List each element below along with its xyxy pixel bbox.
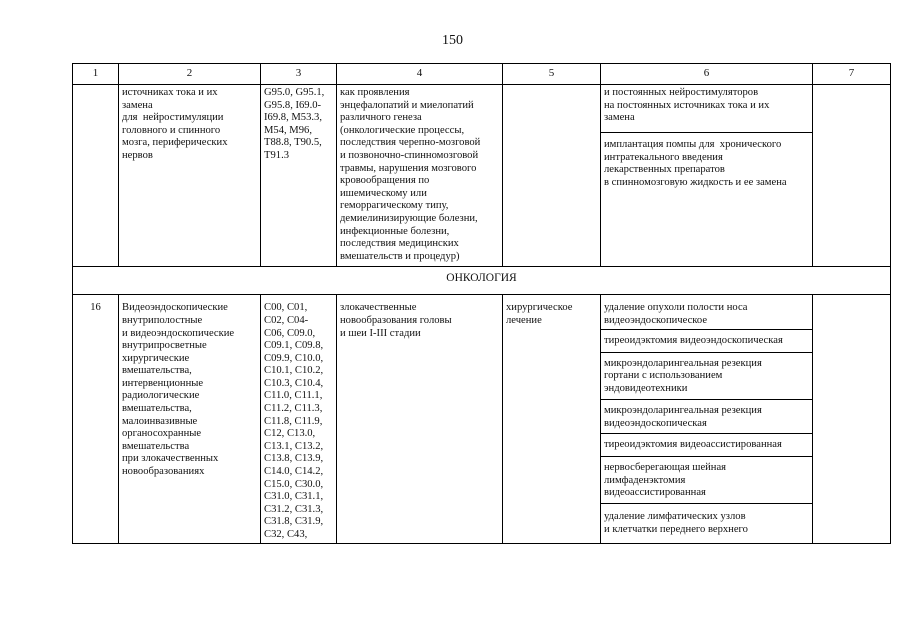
text-line: нервосберегающая шейная <box>604 462 727 474</box>
text-line: последствия черепно-мозговой <box>340 137 481 149</box>
text-line: C10.3, C10.4, <box>264 377 324 389</box>
treatment-type-cell <box>503 295 601 543</box>
text-line: имплантация помпы для хронического <box>604 139 782 150</box>
icd-codes-cell <box>261 295 337 543</box>
text-line: энцефалопатий и миелопатий <box>340 99 474 111</box>
header-cell: 6 <box>601 64 813 85</box>
text-line: замена <box>122 99 153 111</box>
text-line: внутриполостные <box>122 314 203 326</box>
text-line: C13.1, C13.2, <box>264 440 324 452</box>
text-line: C09.1, C09.8, <box>264 340 324 352</box>
text-line: микроэндоларингеальная резекция <box>604 404 762 416</box>
text-line: новообразования головы <box>340 314 452 326</box>
text-line: внутрипросветные <box>122 340 207 352</box>
text-line: интратекального введения <box>604 151 723 163</box>
text-line: C15.0, C30.0, <box>264 478 324 490</box>
header-cell: 1 <box>73 64 119 85</box>
header-cell: 3 <box>261 64 337 85</box>
section-row <box>73 267 891 295</box>
text-line: G95.0, G95.1, <box>264 87 325 98</box>
text-line: на постоянных источниках тока и их <box>604 99 770 111</box>
text-line: различного генеза <box>340 112 422 124</box>
section-title: ОНКОЛОГИЯ <box>73 267 891 295</box>
text-line: и клетчатки переднего верхнего <box>604 523 748 535</box>
text-line: инфекционные болезни, <box>340 225 450 237</box>
row-number-cell: 16 <box>73 295 119 543</box>
text-line: нервов <box>122 149 153 161</box>
text-line: C10.1, C10.2, <box>264 365 324 377</box>
text-line: для нейростимуляции <box>122 112 224 124</box>
text-line: и позвоночно-спинномозговой <box>340 149 479 161</box>
method-name-cell <box>119 295 261 543</box>
text-line: источниках тока и их <box>122 87 218 98</box>
text-line: замена <box>604 112 635 124</box>
method-sub-cell <box>601 329 813 352</box>
text-line: видеоэндоскопическое <box>604 314 708 326</box>
text-line: как проявления <box>340 87 410 98</box>
method-sub-cell <box>601 295 813 329</box>
row-number-cell <box>73 85 119 267</box>
text-line: I69.8, M53.3, <box>264 112 322 124</box>
text-line: C00, C01, <box>264 302 308 314</box>
text-line: вмешательства, <box>122 403 192 415</box>
text-line: C11.8, C11.9, <box>264 415 323 427</box>
text-line: интервенционные <box>122 377 204 389</box>
extra-cell <box>813 85 891 267</box>
page-number: 150 <box>442 33 463 48</box>
text-line: гортани с использованием <box>604 370 723 382</box>
text-line: C06, C09.0, <box>264 327 316 339</box>
header-cell: 4 <box>337 64 503 85</box>
text-line: ишемическому или <box>340 187 427 199</box>
text-line: C09.9, C10.0, <box>264 352 324 364</box>
text-line: тиреоидэктомия видеоассистированная <box>604 439 782 451</box>
text-line: и постоянных нейростимуляторов <box>604 87 759 98</box>
text-line: новообразованиях <box>122 466 205 478</box>
header-cell: 2 <box>119 64 261 85</box>
text-line: лекарственных препаратов <box>604 164 725 176</box>
text-line: Видеоэндоскопические <box>122 302 228 314</box>
text-line: C31.8, C31.9, <box>264 516 324 528</box>
text-line: тиреоидэктомия видеоэндоскопическая <box>604 334 783 346</box>
text-line: вмешательств и процедур) <box>340 250 460 262</box>
text-line: C02, C04- <box>264 314 309 326</box>
text-line: M54, M96, <box>264 124 312 136</box>
text-line: геморрагическому типу, <box>340 200 449 212</box>
text-line: C14.0, C14.2, <box>264 466 324 478</box>
text-line: T88.8, T90.5, <box>264 137 322 149</box>
patient-model-cell <box>337 295 503 543</box>
method-sub-cell <box>601 133 813 267</box>
text-line: вмешательства, <box>122 365 192 377</box>
method-sub-cell <box>601 457 813 504</box>
text-line: C12, C13.0, <box>264 428 316 440</box>
table-row <box>73 295 891 329</box>
text-line: G95.8, I69.0- <box>264 99 322 111</box>
extra-cell <box>813 295 891 543</box>
header-cell: 5 <box>503 64 601 85</box>
text-line: микроэндоларингеальная резекция <box>604 357 762 369</box>
text-line: C31.2, C31.3, <box>264 503 324 515</box>
patient-model-cell <box>337 85 503 267</box>
text-line: последствия медицинских <box>340 238 459 250</box>
method-sub-cell <box>601 504 813 543</box>
text-line: C11.0, C11.1, <box>264 390 323 402</box>
text-line: мозга, периферических <box>122 137 228 149</box>
text-line: при злокачественных <box>122 453 219 465</box>
text-line: удаление опухоли полости носа <box>604 302 748 314</box>
table-row <box>73 85 891 133</box>
header-row <box>73 64 891 85</box>
method-sub-cell <box>601 352 813 399</box>
icd-codes-cell <box>261 85 337 267</box>
text-line: вмешательства <box>122 440 190 452</box>
text-line: хирургическое <box>506 302 573 314</box>
text-line: эндовидеотехники <box>604 382 688 394</box>
text-line: (онкологические процессы, <box>340 124 465 136</box>
method-sub-cell <box>601 85 813 133</box>
text-line: C31.0, C31.1, <box>264 491 324 503</box>
header-cell: 7 <box>813 64 891 85</box>
medical-procedures-table <box>72 63 891 544</box>
text-line: злокачественные <box>340 302 417 314</box>
text-line: радиологические <box>122 390 200 402</box>
text-line: лечение <box>506 314 542 326</box>
text-line: лимфаденэктомия <box>604 474 686 486</box>
text-line: C32, C43, <box>264 529 308 540</box>
text-line: удаление лимфатических узлов <box>604 511 746 523</box>
method-sub-cell <box>601 399 813 433</box>
text-line: демиелинизирующие болезни, <box>340 212 478 224</box>
treatment-type-cell <box>503 85 601 267</box>
text-line: малоинвазивные <box>122 415 198 427</box>
text-line: видеоэндоскопическая <box>604 417 707 429</box>
text-line: C13.8, C13.9, <box>264 453 324 465</box>
text-line: головного и спинного <box>122 124 221 136</box>
text-line: и шеи I-III стадии <box>340 327 421 339</box>
method-name-cell <box>119 85 261 267</box>
text-line: в спинномозговую жидкость и ее замена <box>604 176 787 188</box>
method-sub-cell <box>601 434 813 457</box>
text-line: кровообращения по <box>340 175 430 187</box>
text-line: органосохранные <box>122 428 202 440</box>
text-line: травмы, нарушения мозгового <box>340 162 477 174</box>
text-line: C11.2, C11.3, <box>264 403 323 415</box>
text-line: хирургические <box>122 352 190 364</box>
text-line: видеоассистированная <box>604 487 706 499</box>
text-line: и видеоэндоскопические <box>122 327 235 339</box>
text-line: T91.3 <box>264 149 290 161</box>
